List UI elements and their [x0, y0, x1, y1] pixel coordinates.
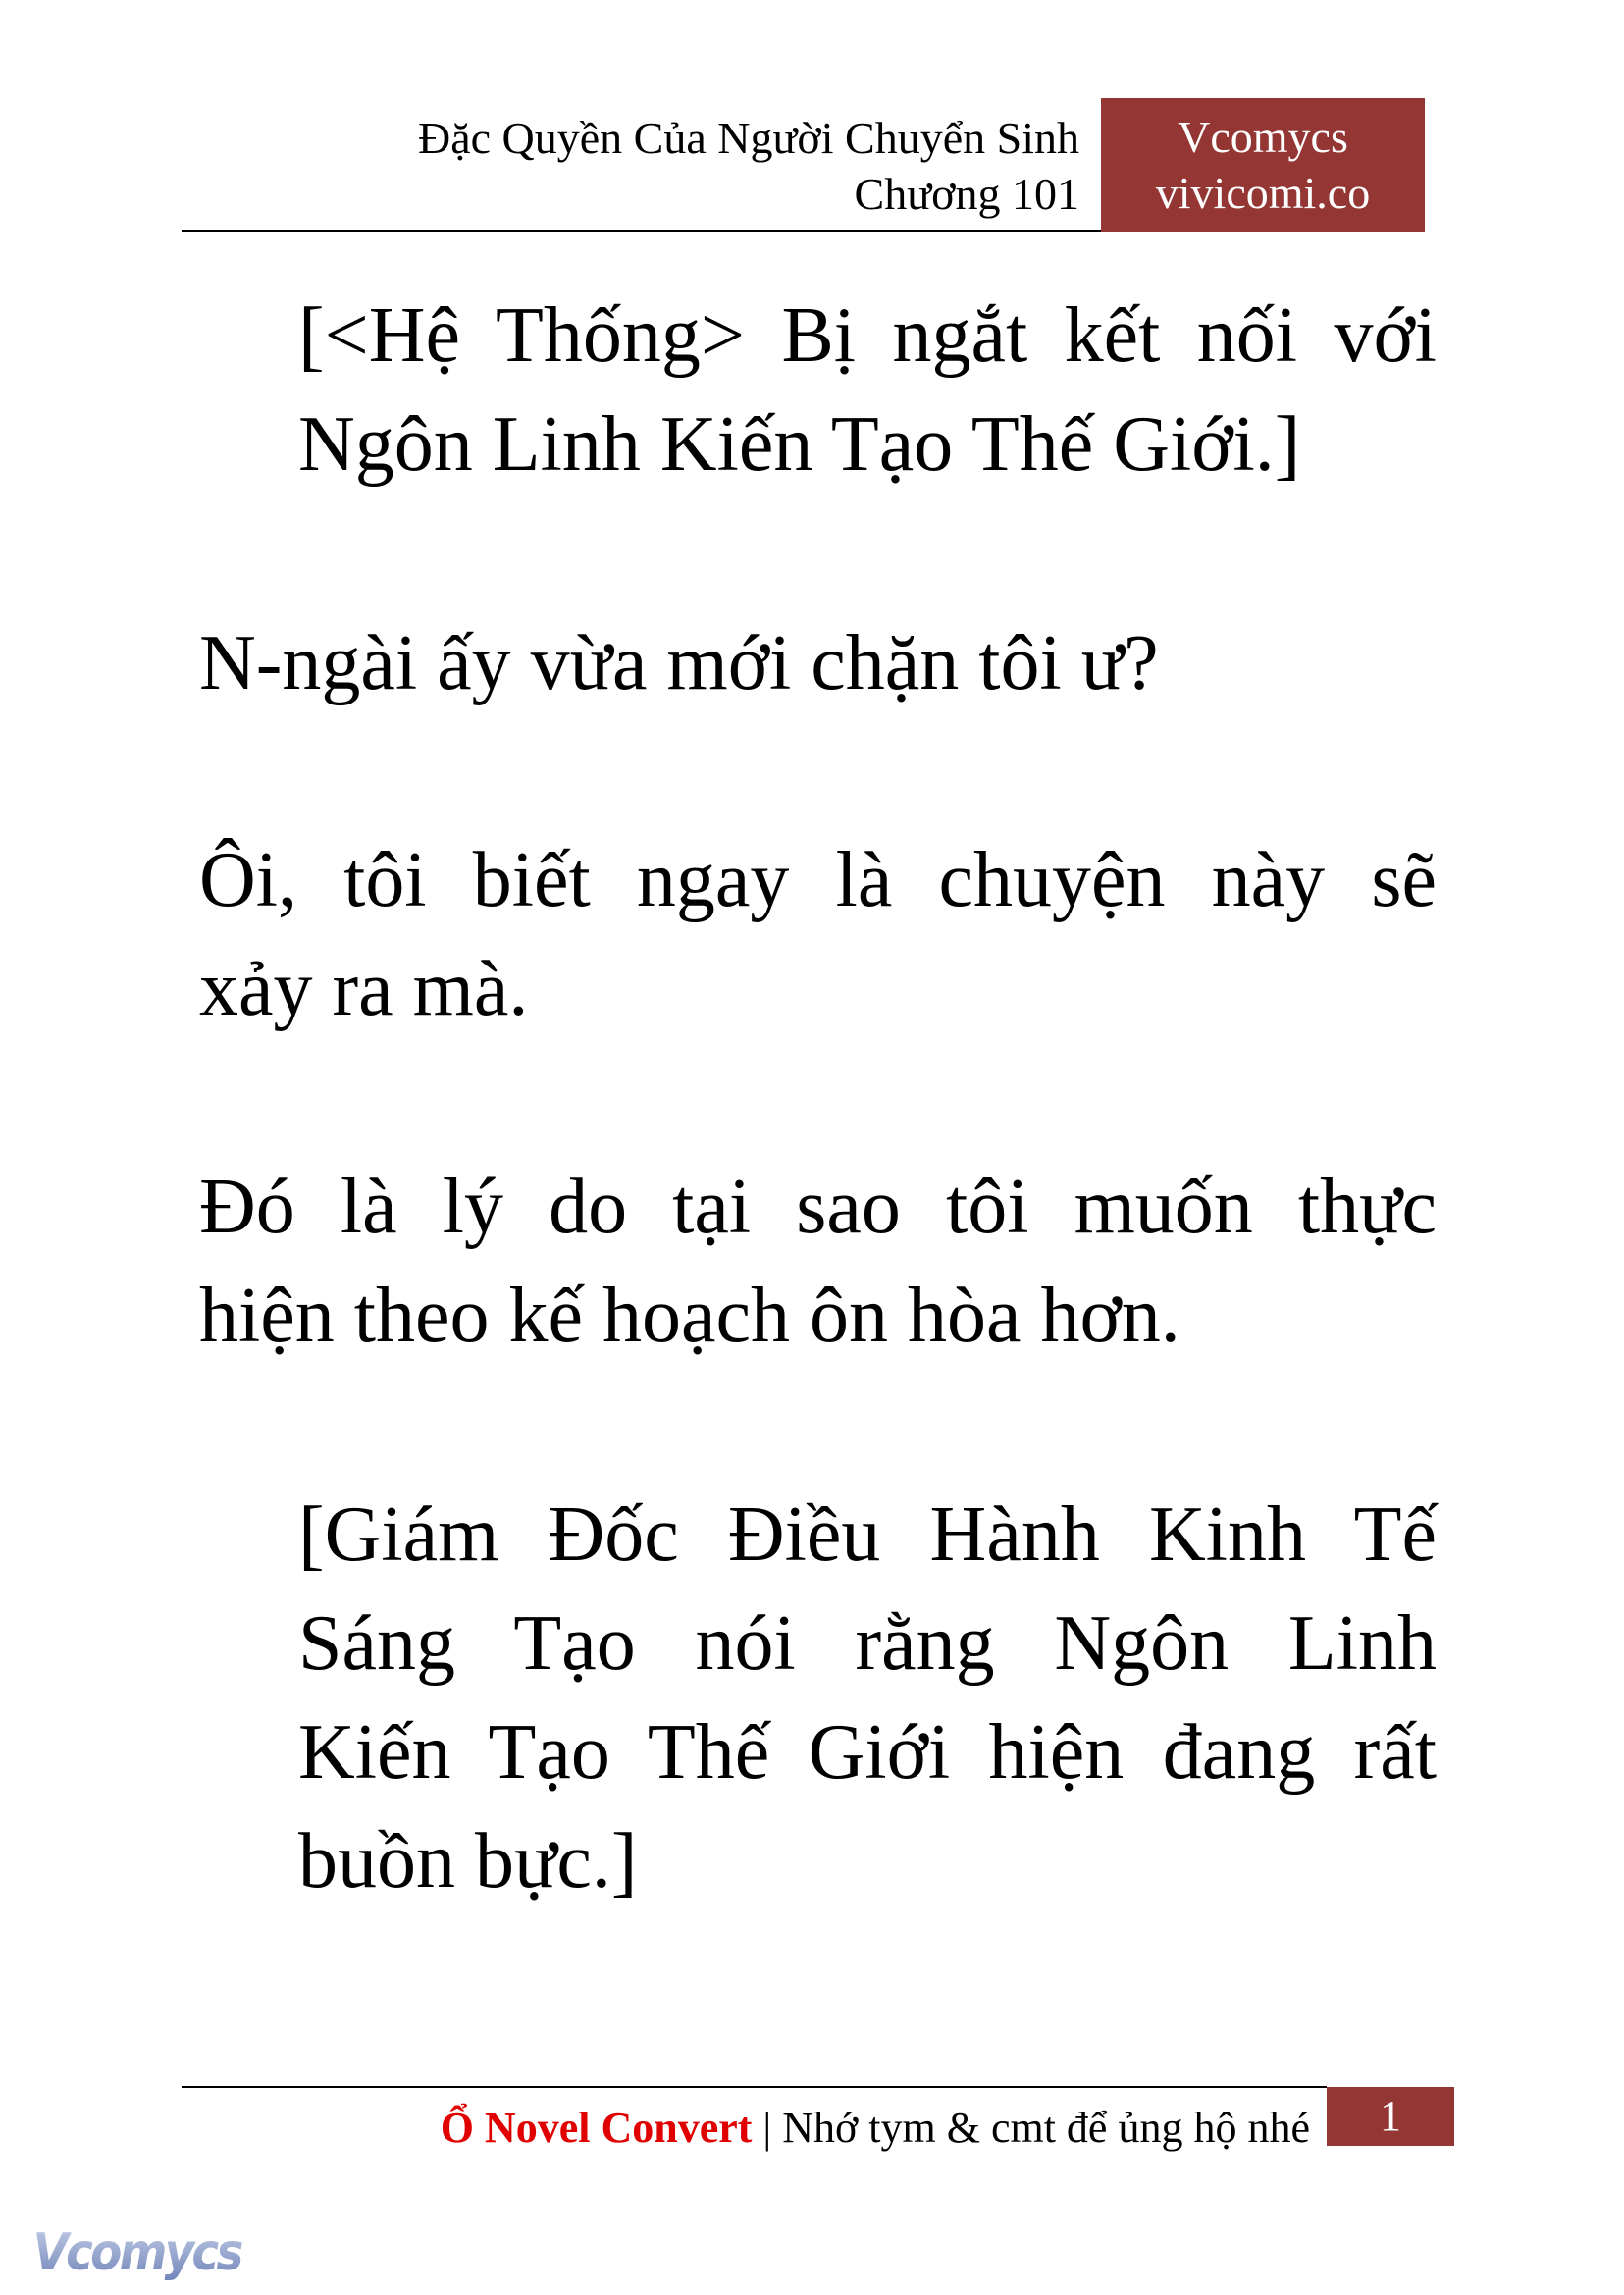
text-line: [Giám Đốc Điều Hành Kinh Tế [298, 1491, 1437, 1578]
page-number: 1 [1327, 2087, 1454, 2146]
brand-name: Vcomycs [1178, 112, 1348, 162]
header-brand-box [1101, 98, 1425, 232]
text-line: Sáng Tạo nói rằng Ngôn Linh [298, 1600, 1437, 1687]
chapter-label: Chương 101 [854, 169, 1079, 219]
text-line: [<Hệ Thống> Bị ngắt kết nối với [298, 292, 1437, 379]
paragraph [199, 1153, 1437, 1371]
paragraph [199, 826, 1437, 1044]
footer-text [441, 2100, 1310, 2157]
text-line: Ôi, tôi biết ngay là chuyện này sẽ [199, 837, 1437, 923]
book-title: Đặc Quyền Của Người Chuyển Sinh [417, 113, 1079, 163]
paragraph [199, 609, 1437, 718]
paragraph-system-message [298, 282, 1437, 499]
running-header [418, 110, 1079, 222]
brand-site: vivicomi.co [1155, 168, 1371, 218]
text-line: Đó là lý do tại sao tôi muốn thực [199, 1164, 1437, 1250]
footer-divider [182, 2086, 1327, 2088]
text-line: N-ngài ấy vừa mới chặn tôi ư? [199, 620, 1159, 706]
footer-brand: Ổ Novel Convert [440, 2104, 753, 2152]
paragraph-system-message [298, 1481, 1437, 1916]
text-line: Kiến Tạo Thế Giới hiện đang rất [298, 1709, 1437, 1796]
text-line: Ngôn Linh Kiến Tạo Thế Giới.] [298, 401, 1301, 488]
footer-separator: | [762, 2104, 772, 2152]
footer-message: Nhớ tym & cmt để ủng hộ nhé [782, 2104, 1310, 2152]
svg-text:Vcomycs: Vcomycs [32, 2221, 241, 2282]
text-line: hiện theo kế hoạch ôn hòa hơn. [199, 1273, 1180, 1359]
vcomycs-watermark-logo [29, 2213, 245, 2291]
text-line: xảy ra mà. [199, 946, 529, 1032]
header-divider [182, 230, 1104, 232]
text-line: buồn bực.] [298, 1818, 638, 1904]
